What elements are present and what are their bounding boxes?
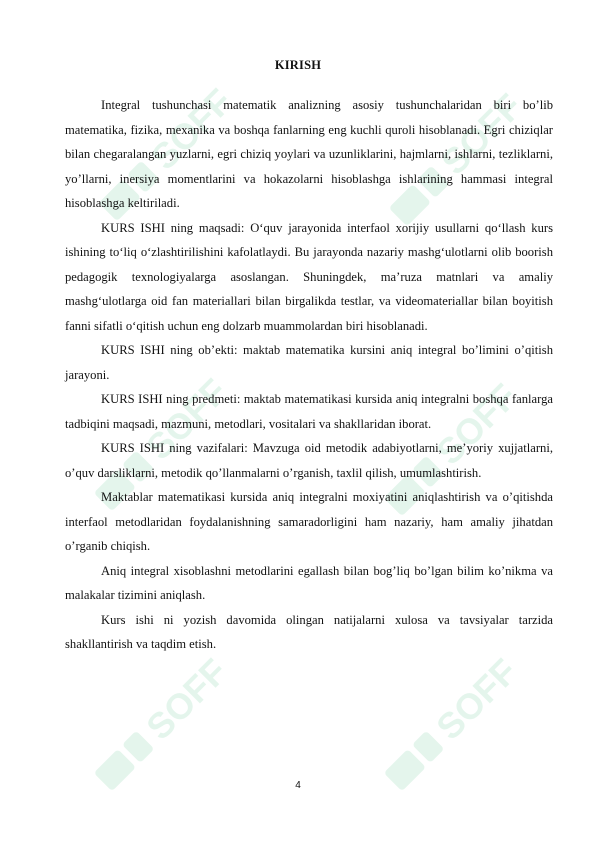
paragraph: Integral tushunchasi matematik analizning asosiy tushunchalaridan biri bo’lib matematika, fizika, mexanika va boshqa fanlarning eng kuchli quroli hisoblanadi. Egri chiziqlar bilan chegaralangan yuzlarni, egri chiziq yoylari va uzunliklarini, hajmlarni, ishlarni, tezliklarni, yo’llarni, inersiya momentlarini va hokazolarni hisoblashga ishlarining hammasi integral hisoblashga keltiriladi. [65,98,553,210]
paragraph: KURS ISHI ning maqsadi: O‘quv jarayonida interfaol xorijiy usullarni qo‘llash kurs ishining to‘liq o‘zlashtirilishini kafolatlaydi. Bu jarayonda nazariy mashg‘ulotlarni olib boorish pedagogik texnologiyalarga asoslangan. Shuningdek, ma’ruza matnlari va amaliy mashg‘ulotlarga oid fan materiallari bilan birgalikda testlar, va videomateriallar bilan boyitish fanni sifatli o‘qitish uchun eng dolzarb muammolardan biri hisoblanadi. [65,220,553,333]
watermark-text: SOFF [143,80,241,178]
paragraph: KURS ISHI ning ob’ekti: maktab matematika kursini aniq integral bo’limini o’qitish jarayoni. [65,343,553,382]
paragraph: KURS ISHI ning predmeti: maktab matematikasi kursida aniq integralni boshqa fanlarga tadbiqini maqsadi, mazmuni, metodlari, vositalari va shakllaridan iborat. [65,392,553,431]
document-body [65,93,553,657]
paragraph: Aniq integral xisoblashni metodlarini egallash bilan bog’liq bo’lgan bilim ko’nikma va malakalar tizimini aniqlash. [65,563,553,602]
watermark-text: SOFF [433,85,531,183]
paragraph: Maktablar matematikasi kursida aniq integralni moxiyatini aniqlashtirish va o’qitishda interfaol metodlaridan foydalanishning samaradorligini ham nazariy, ham amaliy jihatdan o’rganib chiqish. [65,490,553,553]
watermark-text: SOFF [138,370,236,468]
watermark-text: SOFF [428,650,526,748]
paragraph: Kurs ishi ni yozish davomida olingan natijalarni xulosa va tavsiyalar tarzida shakllantirish va taqdim etish. [65,612,553,651]
page-title: KIRISH [274,58,322,72]
paragraph: KURS ISHI ning vazifalari: Mavzuga oid metodik adabiyotlarni, me’yoriy xujjatlarni, o’quv darsliklarni, metodik qo’llanmalarni o’rganish, taxlil qilish, umumlashtirish. [65,441,553,480]
page-number: 4 [295,780,301,791]
watermark-text: SOFF [428,375,526,473]
watermark-text: SOFF [138,650,236,748]
